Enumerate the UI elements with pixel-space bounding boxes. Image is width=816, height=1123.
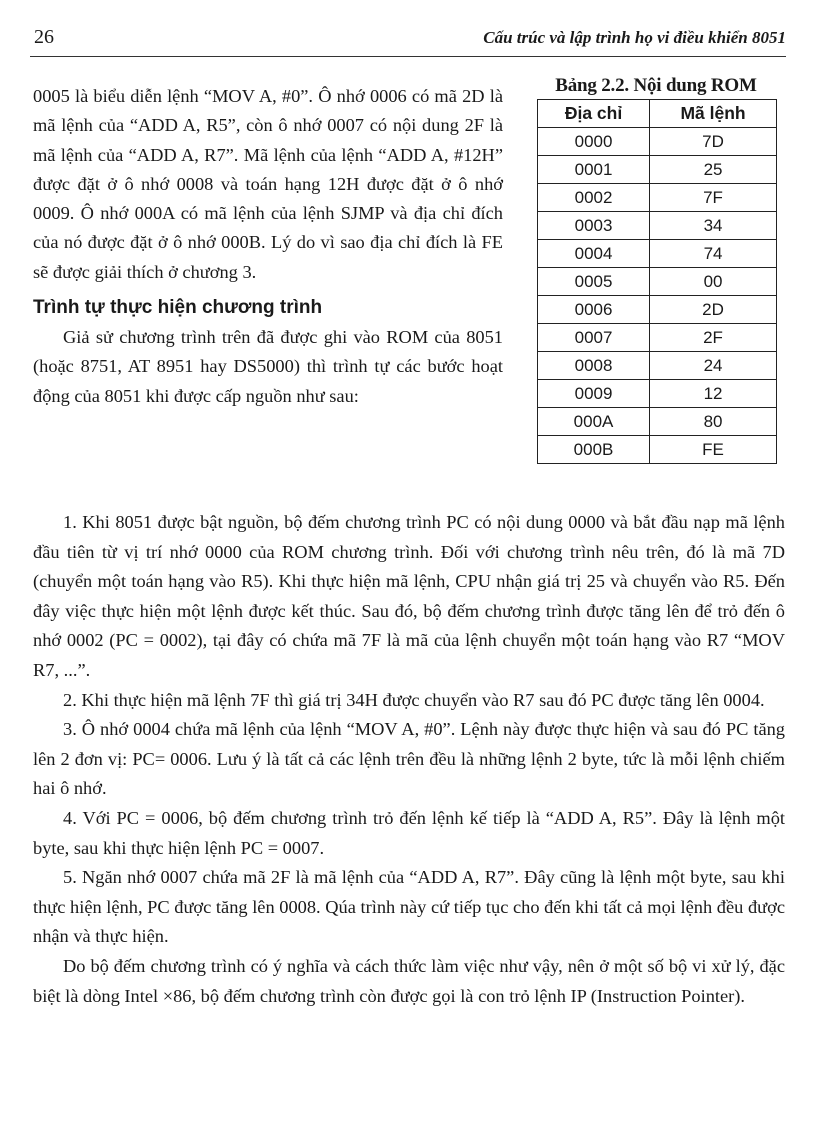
opcode-cell: 2F: [650, 324, 777, 352]
left-column: [33, 82, 503, 411]
header-address: Địa chỉ: [538, 100, 650, 128]
opcode-cell: 7F: [650, 184, 777, 212]
table-row: [538, 128, 777, 156]
table-row: [538, 184, 777, 212]
opcode-cell: 80: [650, 408, 777, 436]
intro-paragraph: 0005 là biểu diễn lệnh “MOV A, #0”. Ô nhớ 0006 có mã 2D là mã lệnh của “ADD A, R5”, còn ô nhớ 0007 có nội dung 2F là mã lệnh của “ADD A, R7”. Mã lệnh của lệnh “ADD A, #12H” được đặt ở ô nhớ 0008 và toán hạng 12H được đặt ở ô nhớ 0009. Ô nhớ 000A có mã lệnh của lệnh SJMP và địa chỉ đích của nó được đặt ở ô nhớ 000B. Lý do vì sao địa chỉ đích là FE sẽ được giải thích ở chương 3.: [33, 86, 503, 282]
closing-paragraph: Do bộ đếm chương trình có ý nghĩa và cách thức làm việc như vậy, nên ở một số bộ vi xử lý, đặc biệt là dòng Intel ×86, bộ đếm chương trình còn được gọi là con trỏ lệnh IP (Instruction Pointer).: [33, 955, 785, 1006]
opcode-cell: FE: [650, 436, 777, 464]
step-paragraph-1: 1. Khi 8051 được bật nguồn, bộ đếm chương trình PC có nội dung 0000 và bắt đầu nạp mã lệnh đầu tiên từ vị trí nhớ 0000 của ROM chương trình. Đối với chương trình nêu trên, đó là mã 7D (chuyển một toán hạng vào R5). Khi thực hiện mã lệnh, CPU nhận giá trị 25 và chuyển vào R5. Đến đây việc thực hiện một lệnh được kết thúc. Sau đó, bộ đếm chương trình được tăng lên để trỏ đến ô nhớ 0002 (PC = 0002), tại đây có chứa mã 7F là mã của lệnh chuyển một toán hạng vào R7 “MOV R7, ...”.: [33, 512, 785, 680]
address-cell: 0005: [538, 268, 650, 296]
table-row: [538, 380, 777, 408]
address-cell: 0003: [538, 212, 650, 240]
section-heading: Trình tự thực hiện chương trình: [33, 297, 323, 319]
table-row: [538, 408, 777, 436]
table-row: [538, 212, 777, 240]
rom-table-header-row: [538, 100, 777, 128]
address-cell: 0009: [538, 380, 650, 408]
address-cell: 0002: [538, 184, 650, 212]
table-row: [538, 324, 777, 352]
address-cell: 0004: [538, 240, 650, 268]
opcode-cell: 00: [650, 268, 777, 296]
address-cell: 0006: [538, 296, 650, 324]
address-cell: 0007: [538, 324, 650, 352]
opcode-cell: 7D: [650, 128, 777, 156]
opcode-cell: 74: [650, 240, 777, 268]
table-row: [538, 156, 777, 184]
section-intro-paragraph: Giả sử chương trình trên đã được ghi vào ROM của 8051 (hoặc 8751, AT 8951 hay DS5000) thì trình tự các bước hoạt động của 8051 khi được cấp nguồn như sau:: [33, 327, 503, 406]
header-opcode: Mã lệnh: [650, 100, 777, 128]
rom-table-block: [527, 75, 785, 464]
rom-table-caption: Bảng 2.2. Nội dung ROM: [555, 75, 757, 96]
header-rule: [30, 56, 786, 57]
table-row: [538, 268, 777, 296]
step-paragraph-5: 5. Ngăn nhớ 0007 chứa mã 2F là mã lệnh của “ADD A, R7”. Đây cũng là lệnh một byte, sau khi thực hiện lệnh, PC được tăng lên 0008. Qúa trình này cứ tiếp tục cho đến khi tất cả mọi lệnh đều được nhận và thực hiện.: [33, 867, 785, 947]
step-paragraph-3: 3. Ô nhớ 0004 chứa mã lệnh của lệnh “MOV A, #0”. Lệnh này được thực hiện và sau đó PC tăng lên 2 đơn vị: PC= 0006. Lưu ý là tất cả các lệnh trên đều là những lệnh 2 byte, tức là mỗi lệnh chiếm hai ô nhớ.: [33, 719, 785, 799]
opcode-cell: 2D: [650, 296, 777, 324]
step-paragraph-2: 2. Khi thực hiện mã lệnh 7F thì giá trị 34H được chuyển vào R7 sau đó PC được tăng lên 0004.: [63, 689, 765, 710]
table-row: [538, 436, 777, 464]
opcode-cell: 25: [650, 156, 777, 184]
opcode-cell: 12: [650, 380, 777, 408]
opcode-cell: 34: [650, 212, 777, 240]
page-header: [30, 24, 786, 54]
step-paragraph-4: 4. Với PC = 0006, bộ đếm chương trình trỏ đến lệnh kế tiếp là “ADD A, R5”. Đây là lệnh một byte, sau khi thực hiện lệnh PC = 0007.: [33, 807, 785, 858]
page-number: 26: [34, 26, 54, 48]
running-title: Cấu trúc và lập trình họ vi điều khiển 8051: [483, 28, 786, 47]
address-cell: 000B: [538, 436, 650, 464]
opcode-cell: 24: [650, 352, 777, 380]
address-cell: 0000: [538, 128, 650, 156]
address-cell: 0008: [538, 352, 650, 380]
table-row: [538, 240, 777, 268]
address-cell: 0001: [538, 156, 650, 184]
address-cell: 000A: [538, 408, 650, 436]
table-row: [538, 352, 777, 380]
full-width-column: [33, 508, 785, 1011]
table-row: [538, 296, 777, 324]
rom-table: [537, 99, 777, 464]
